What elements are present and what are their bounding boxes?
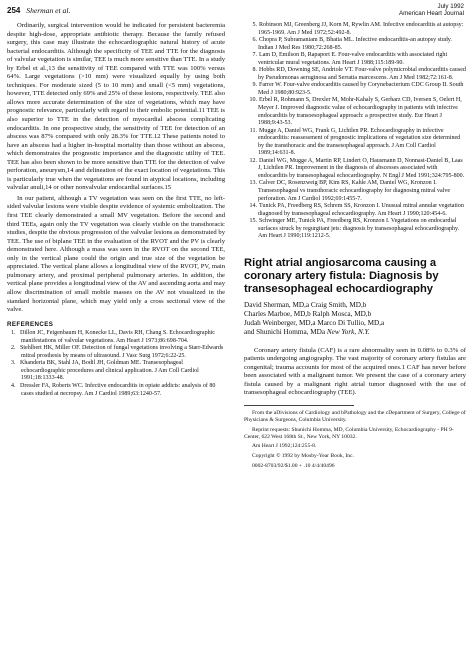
- reference-item: 9. Farrer W. Four-valve endocarditis caused by Corynebacterium CDC Group II. South Med J 1980;80:923-5.: [252, 82, 464, 96]
- author-line: Judah Weinberger, MD,a Marco Di Tullio, MD,a: [244, 318, 385, 327]
- references-heading: REFERENCES: [7, 320, 54, 328]
- reference-item: 15. Schwinger ME, Tunick PA, Freedberg RS, Kronzon I. Vegetations on endocardial surfaces struck by regurgitant jets: diagnosis by transesophageal echocardiography. Am Heart J 1990;119:1212-5.: [249, 218, 460, 240]
- reference-item: 1. Dillon JC, Feigenbaum H, Konecke LL, Davis RH, Chang S. Echocardiographic manifestations of valvular vegetations. Am Heart J 1973;86:698-704.: [11, 330, 215, 344]
- footnote-reprints: Reprint requests: Shunichi Homma, MD, Columbia University, Echocardiography - PH 9-Center, 622 West 168th St., New York, NY 10032.: [244, 426, 454, 440]
- reference-item: 5. Robinson MJ, Greenberg JJ, Korn M, Rywlin AM. Infective endocarditis at autopsy: 1965-1969. Am J Med 1972;52:492-8.: [252, 22, 464, 36]
- reference-item: 10. Erbel R, Rohmann S, Drexler M, Mohr-Kahaly S, Gerharz CD, Iversen S, Oelert H, Meyer J. Improved diagnostic value of echocardiography in patients with infective endocarditis by transoesophageal approach: a prospective study. Eur Heart J 1988;9:43-53.: [249, 97, 462, 127]
- page-header-left: [7, 6, 70, 15]
- article-authors: [244, 301, 466, 337]
- author-city: New York, N.Y.: [326, 327, 370, 336]
- reference-item: 3. Khanderia BK, Stahl JA, Bodil JH, Goldman ME. Transesophageal echocardiographic procedures and clinical application. J Am Coll Cardiol 1991;18:1333-48.: [11, 360, 199, 382]
- left-column: [7, 22, 225, 398]
- page-number: 254: [7, 6, 21, 15]
- reference-item: 12. Daniel WG, Mugge A, Martin RP, Lindert O, Hausmann D, Nonnast-Daniel B, Laas J, Lichtlen PR. Improvement in the diagnosis of abscesses associated with endocarditis by transesophageal echocardiography. N Engl J Med 1991;324:795-800.: [249, 157, 465, 179]
- references-list-left: [7, 330, 225, 398]
- footnote-copyright: Copyright © 1992 by Mosby-Year Book, Inc.: [252, 453, 354, 460]
- reference-item: 4. Dressler FA, Roberts WC. Infective endocarditis in opiate addicts: analysis of 80 cases studied at necropsy. Am J Cardiol 1989;63:1240-57.: [11, 382, 216, 397]
- author-line: Charles Marboe, MD,b Ralph Mosca, MD,b: [244, 309, 372, 318]
- body-paragraph-2: In our patient, although a TV vegetation was seen on the first TTE, no left-sided valvular lesions were visible despite evidence of systemic embolization. The first TEE clearly demonstrated a small MV vegetation. Before the second and third TEEs, again only the TV vegetation was clearly visible on the transthoracic studies, despite the obvious progression of the valvular lesions as demonstrated by TEE. The use of biplane TEE in the evaluation of the RVOT and the PV is clearly demonstrated here. Although a mass was seen in the RVOT on the second TEE, only in the vertical plane could the origin and true size of the vegetation be appreciated. The vertical plane allows a longitudinal view of the RVOT, PV, main pulmonary artery, and proximal peripheral pulmonary arteries. In addition, the vertical plane provides a longitudinal view of the AV and ascending aorta and may allow discrimination of small mobile masses on the AV not visualized in the standard horizontal plane, which may yield only a cross sectional view of the valve.: [7, 194, 225, 314]
- author-line: David Sherman, MD,a Craig Smith, MD,b: [244, 300, 367, 309]
- article-intro: Coronary artery fistula (CAF) is a rare abnormality seen in 0.08% to 0.3% of patients undergoing angiography. The vast majority of coronary artery fistulas are congenital; trauma accounts for most of the acquired ones.1 CAF has never before been associated with a malignant tumor. We present the case of a coronary artery fistula caused by a malignant right atrial tumor diagnosed with the use of transesophageal echocardiography (TEE).: [244, 346, 466, 397]
- references-list-right: [244, 22, 466, 241]
- right-column: [244, 22, 466, 470]
- journal-name: American Heart Journal: [399, 10, 464, 18]
- footnote-code: 0002-8703/92/$1.00 + .10 4/4/40496: [252, 463, 335, 470]
- reference-item: 8. Hobbs RD, Downing SE, Andriole VT. Four-valve polymicrobial endocarditis caused by Pseudomonas aeruginosa and Serratia marcescens. Am J Med 1982;72:161-8.: [252, 67, 466, 81]
- reference-item: 6. Chopra P, Subramaniam B, Bhatia ML. Infective endocarditis-an autopsy study. Indian J Med Res 1980;72:268-85.: [252, 37, 452, 51]
- reference-item: 14. Tunick PA, Freedberg RS, Schrem SS, Kronzon I. Unusual mitral annular vegetation diagnosed by transesophageal echocardiography. Am Heart J 1990;120:454-6.: [249, 203, 464, 217]
- body-paragraph-1: Ordinarily, surgical intervention would be indicated for persistent bacteremia despite high-dose, appropriate antibiotic therapy. Because the family refused surgery, this case may illustrate the echocardiographic natural history of acute bacterial endocarditis. Although the specificity of TEE and TTE for the diagnosis of valvular vegetation is similar, TEE is much more sensitive than TTE. In a study by Erbel et al.,13 the sensitivity of TEE compared with TTE was 100% versus 64%. Large vegetations (>10 mm) were visualized equally by using both techniques. For moderate sized (5 to 10 mm) and small (<5 mm) vegetations, however, TTE detected only 69% and 25% of these lesions, respectively. TEE also allows more accurate determination of the size of vegetations, which may have prognostic relevance, particularly with regard to their embolic potential.11 TEE is also superior to TTE in the detection of myocardial abscess complicating endocarditis. In one prospective study, the sensitivity of TEE for detection of an abscess was 87% compared with only 28.3% for TTE.12 These patients noted to have an abscess had a higher in-hospital mortality than those without an abscess, which demonstrates the prognostic importance and the diagnostic utility of TEE. TEE has also been shown to be more sensitive than TTE for the detection of valve perforation, aneurysm,14 and delineation of the exact location of vegetations. This is particularly true when the vegetations are found in atypical locations, including valvular anuli,14 or other nonvalvular endocardial surfaces.15: [7, 22, 225, 192]
- reference-item: 7. Lam D, Emilson B, Rapaport E. Four-valve endocarditis with associated right ventricular mural vegetations. Am Heart J 1988;115:189-90.: [252, 52, 448, 66]
- issue-date: July 1992: [437, 3, 464, 10]
- running-authors: Sherman et al.: [26, 6, 71, 15]
- reference-item: 2. Stehlbert HK, Miller OF. Detection of fungal vegetations involving a Starr-Edwards mitral prosthesis by means of ultrasound. J Vasc Surg 1972;6:22-25.: [11, 345, 224, 359]
- author-line: and Shunichi Homma, MDa New York, N.Y.: [244, 327, 370, 336]
- article-title: Right atrial angiosarcoma causing a coronary artery fistula: Diagnosis by transesophageal echocardiography: [244, 256, 439, 295]
- reference-item: 11. Mugge A, Daniel WG, Frank G, Lichtlen PR. Echocardiography in infective endocarditis: reassessment of prognostic implications of vegetation size determined by the transthoracic and the transesophageal approach. J Am Coll Cardiol 1989;14:631-8.: [249, 127, 461, 157]
- footnote-citation: Am Heart J 1992;124:255-8.: [252, 443, 317, 450]
- page-header-right: [399, 3, 464, 18]
- footnote-divider: [244, 405, 354, 406]
- footnote-affiliation: From the aDivisions of Cardiology and bPathology and the cDepartment of Surgery, College of Physicians & Surgeons, Columbia University.: [244, 409, 466, 423]
- reference-item: 13. Calver DC, Rosenzweig BP, Kim RS, Kahle AM, Daniel WG, Kronzon I. Transesophageal vs transthoracic echocardiography for diagnosing mitral valve perforation. Am J Cardiol 1992;69:1455-7.: [249, 180, 451, 202]
